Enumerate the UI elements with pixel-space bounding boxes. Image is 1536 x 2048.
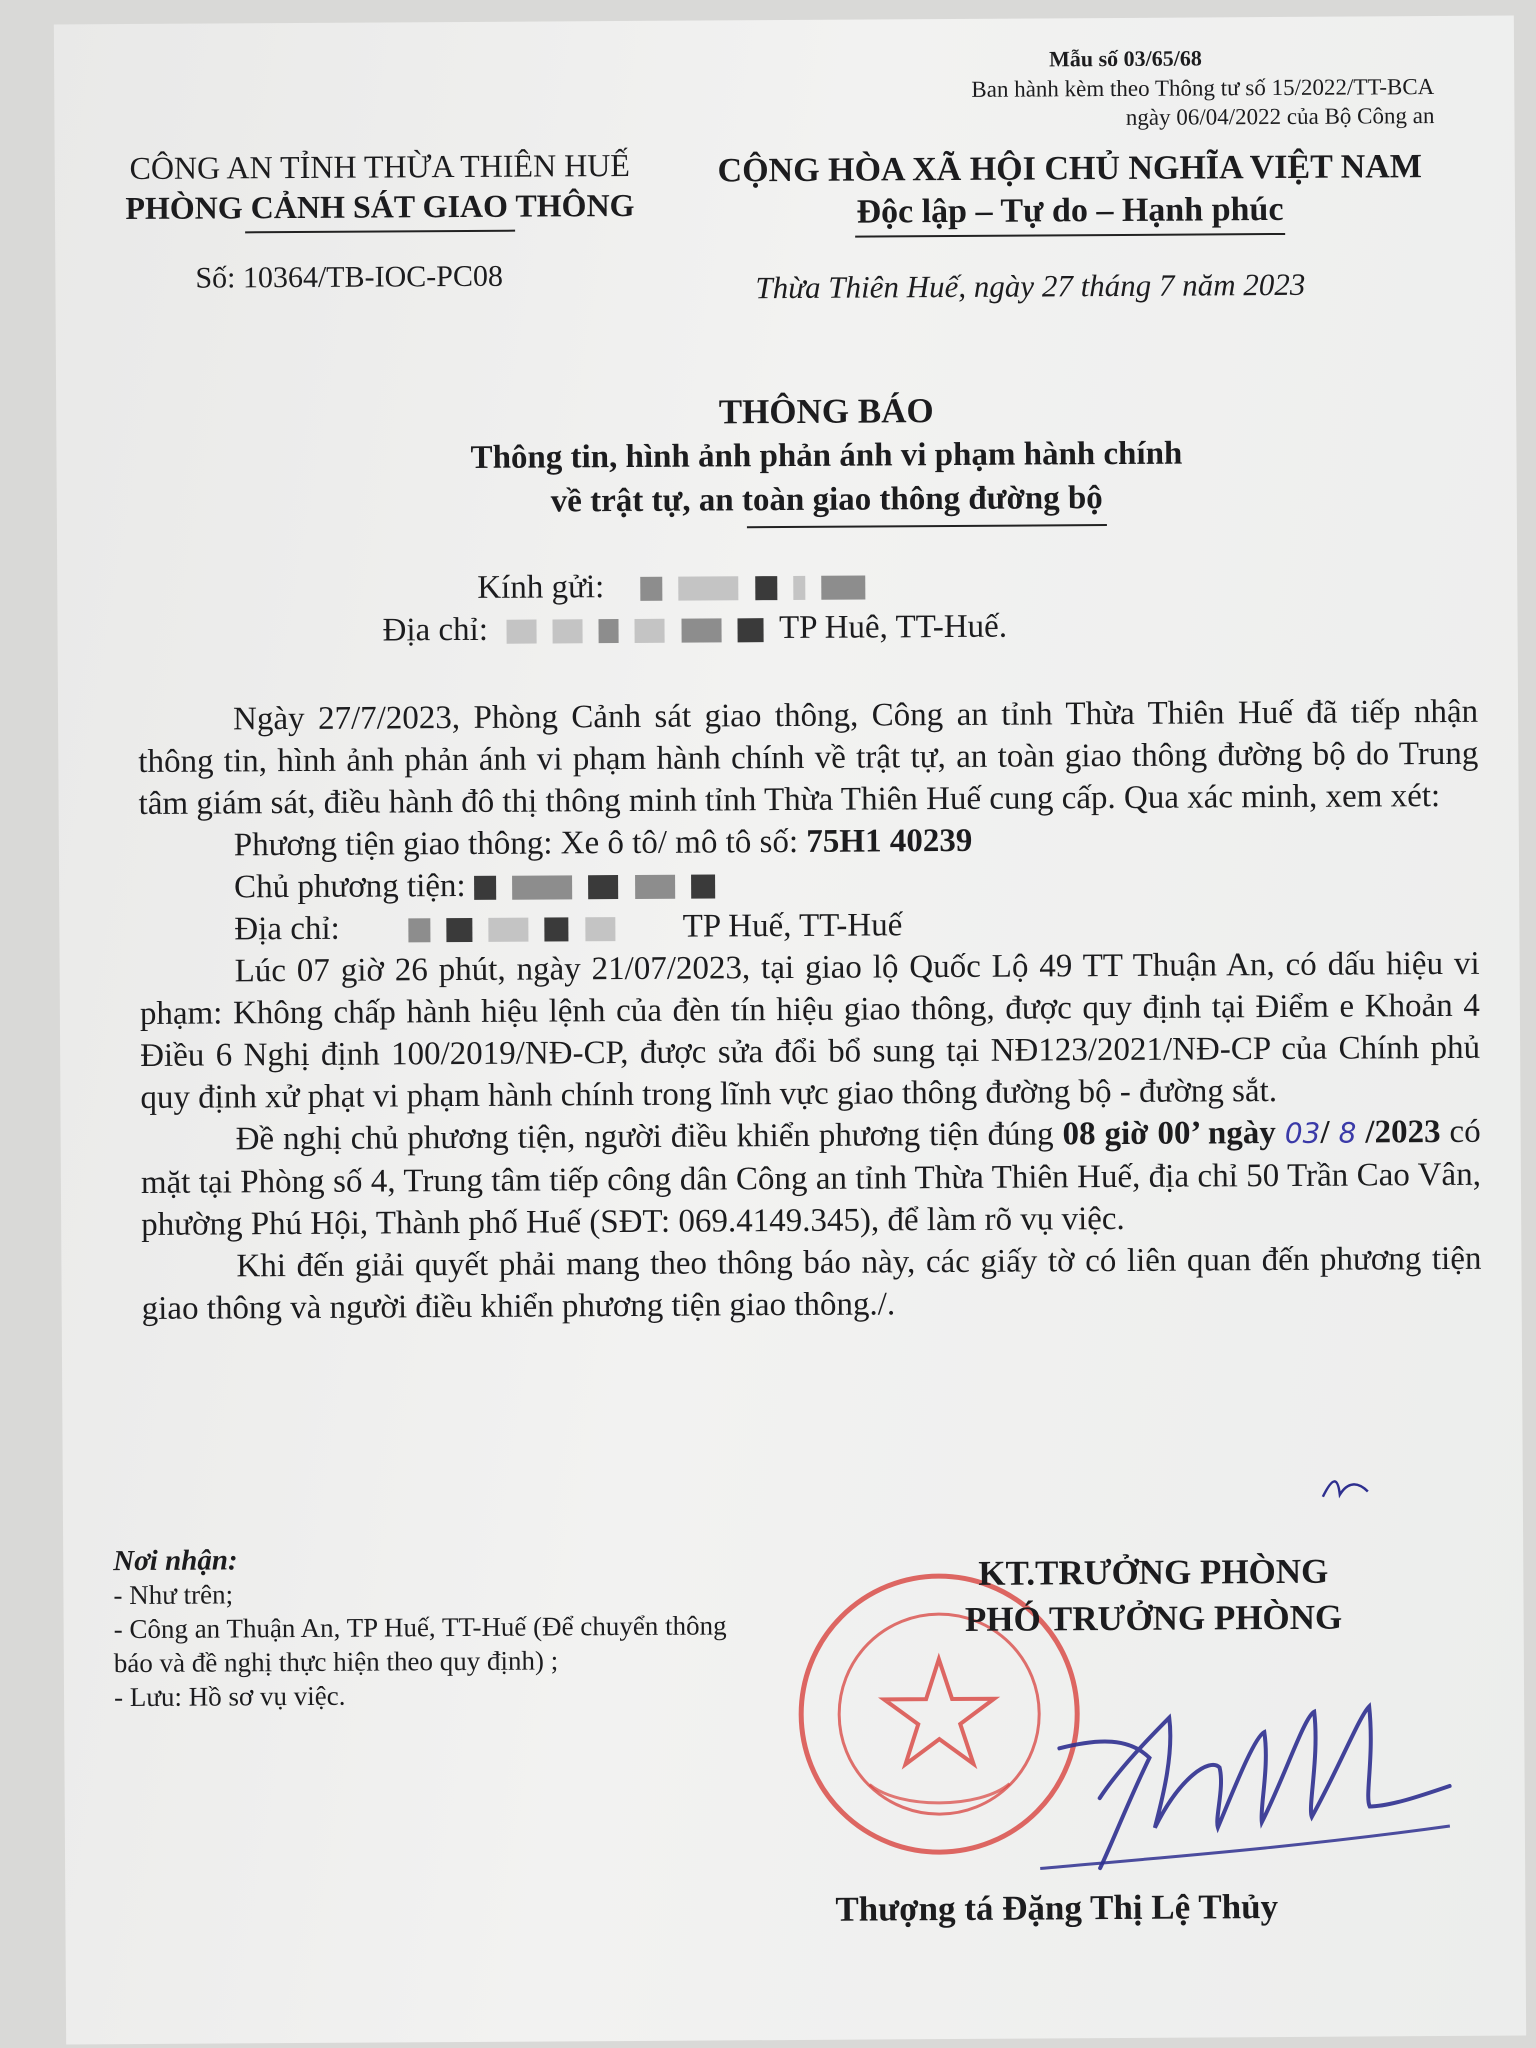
redacted-name [640,577,662,601]
vehicle-label: Phương tiện giao thông: Xe ô tô/ mô tô số: [233,823,807,864]
redacted-owner [691,875,715,899]
recipient-item: - Như trên; [113,1579,234,1611]
form-issued-note [874,72,1434,133]
redacted-address [737,619,763,643]
redacted-name [755,576,777,600]
form-issued-line-1: Ban hành kèm theo Thông tư số 15/2022/TT-BCA [971,74,1435,102]
title-sub-2: về trật tự, an toàn giao thông đường bộ [550,480,1103,520]
form-number: Mẫu số 03/65/68 [1048,45,1202,72]
recipient-item: - Lưu: Hồ sơ vụ việc. [113,1680,346,1713]
owner-address-label: Địa chỉ: [234,910,340,948]
national-heading [690,146,1451,239]
redacted-owner-address [408,919,430,943]
issuing-agency [100,145,661,234]
appointment-time: 08 giờ 00’ ngày [1062,1115,1276,1153]
recipient-item: - Công an Thuận An, TP Huế, TT-Huế (Để chuyển thông báo và đề nghị thực hiện theo quy định) ; [113,1610,727,1679]
body-paragraph-3: Đề nghị chủ phương tiện, người điều khiển phương tiện đúng 08 giờ 00’ ngày 03/ 8 /2023 có mặt tại Phòng số 4, Trung tâm tiếp công dân Công an tỉnh Thừa Thiên Huế, địa chỉ 50 Trần Cao Vân, phường Phú Hội, Thành phố Huế (SĐT: 069.4149.345), để làm rõ vụ việc. [140,1113,1482,1243]
kinh-gui-label: Kính gửi: [477,569,605,606]
redacted-owner [474,876,496,900]
handwritten-signature [1039,1676,1460,1879]
redacted-address [506,620,536,644]
redacted-address [635,619,665,643]
appointment-lead: Đề nghị chủ phương tiện, người điều khiển phương tiện đúng [235,1116,1063,1158]
signature-title-line-1: KT.TRƯỞNG PHÒNG [978,1551,1329,1593]
agency-underline [245,230,515,234]
national-motto: Độc lập – Tự do – Hạnh phúc [856,190,1284,231]
owner-label: Chủ phương tiện: [234,867,466,906]
title-main: THÔNG BÁO [718,391,934,432]
recipient-address-line [382,606,1007,652]
redacted-name [821,576,865,600]
handwritten-initials [1318,1466,1378,1506]
recipient-address-suffix: TP Huê, TT-Huế. [778,608,1008,647]
license-plate: 75H1 40239 [806,822,973,860]
recipients-items [113,1574,754,1714]
signer-name: Thượng tá Đặng Thị Lệ Thủy [835,1887,1279,1929]
redacted-owner-address [488,918,528,942]
document-page [54,16,1526,2045]
signature-title [853,1548,1454,1644]
appointment-details: có mặt tại Phòng số 4, Trung tâm tiếp công dân Công an tỉnh Thừa Thiên Huế, địa chỉ 50 Trần Cao Vân, phường Phú Hội, Thành phố Huế (SĐT: 069.4149.345), để làm rõ vụ việc. [140,1113,1482,1243]
redacted-address [681,619,721,643]
kinh-gui-line [477,564,1007,609]
redacted-owner [635,875,675,899]
recipient-address-label: Địa chỉ: [382,611,489,649]
signature-title-line-2: PHÓ TRƯỞNG PHÒNG [964,1597,1343,1639]
appointment-day-handwritten: 03 [1284,1116,1321,1150]
date-place: Thừa Thiên Huế, ngày 27 tháng 7 năm 2023 [755,266,1306,306]
form-issued-line-2: ngày 06/04/2022 của Bộ Công an [1125,103,1435,130]
title-underline [747,524,1107,528]
redacted-address [552,620,582,644]
appointment-month-handwritten: 8 [1338,1116,1357,1150]
document-title [176,386,1477,532]
document-number: Số: 10364/TB-IOC-PC08 [195,259,504,295]
body-paragraph-1: Ngày 27/7/2023, Phòng Cảnh sát giao thông, Công an tỉnh Thừa Thiên Huế đã tiếp nhận thông tin, hình ảnh phản ánh vi phạm hành chính về trật tự, an toàn giao thông đường bộ do Trung tâm giám sát, điều hành đô thị thông minh tỉnh Thừa Thiên Huế cung cấp. Qua xác minh, xem xét: [138,693,1479,822]
redacted-owner-address [545,918,569,942]
title-sub-1: Thông tin, hình ảnh phản ánh vi phạm hành chính [470,435,1183,476]
agency-name: PHÒNG CẢNH SÁT GIAO THÔNG [125,186,635,227]
redacted-owner-address [585,917,615,941]
redacted-name [679,577,739,601]
recipient-block [382,564,1008,651]
national-name: CỘNG HÒA XÃ HỘI CHỦ NGHĨA VIỆT NAM [717,148,1423,190]
appointment-year: /2023 [1365,1114,1441,1151]
notice-body [138,691,1482,1330]
redacted-owner [512,876,572,900]
motto-underline [855,233,1285,238]
agency-parent: CÔNG AN TỈNH THỪA THIÊN HUẾ [129,146,631,187]
recipients-list [113,1540,754,1714]
redacted-name [793,576,805,600]
body-paragraph-4: Khi đến giải quyết phải mang theo thông báo này, các giấy tờ có liên quan đến phương tiện giao thông và người điều khiển phương tiện giao thông./. [141,1240,1482,1327]
redacted-owner-address [446,918,472,942]
owner-address-suffix: TP Huế, TT-Huế [682,907,903,945]
redacted-address [599,619,619,643]
redacted-owner [588,875,618,899]
recipients-heading: Nơi nhận: [113,1544,238,1578]
body-paragraph-2: Lúc 07 giờ 26 phút, ngày 21/07/2023, tại giao lộ Quốc Lộ 49 TT Thuận An, có dấu hiệu vi phạm: Không chấp hành hiệu lệnh của đèn tín hiệu giao thông, được quy định tại Điểm e Khoản 4 Điều 6 Nghị định 100/2019/NĐ-CP, được sửa đổi bổ sung tại NĐ123/2021/NĐ-CP của Chính phủ quy định xử phạt vi phạm hành chính trong lĩnh vực giao thông đường bộ - đường sắt. [139,945,1481,1116]
